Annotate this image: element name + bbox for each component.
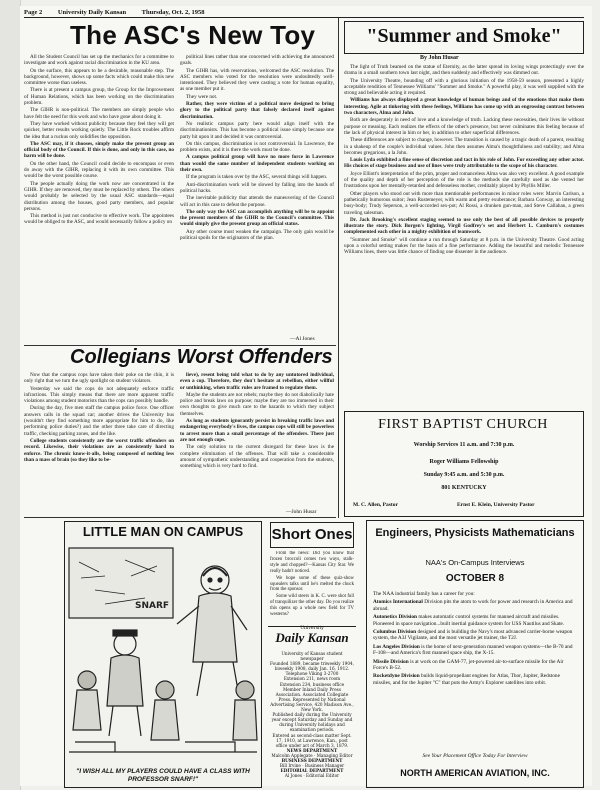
paragraph: The only solution to the current disregard for these laws is the complete elimination of the offenses. That will take a considerable amount of sympathetic understanding and cooperation from the students, something which is very hard to find. <box>180 444 334 470</box>
paragraph: Both are desperately in need of love and a knowledge of truth. Lacking these necessities, their lives lie without purpose or meaning. Each realizes the effects of the other's presence, but never culminates this feeling because of the lack of physical interest in him or her, in addition to other superficial differences. <box>344 117 584 136</box>
summer-smoke-title-box <box>344 21 584 54</box>
paragraph: During the day, five men staff the campus police force. One officer answers calls in the squad car; another drives the University bus (wouldn't they find something more appropriate for him to do, like performing police duties?) and the other three take care of directing traffic, checking parking zones, and the like. <box>24 405 174 437</box>
masthead-line: Extension 234, business office <box>279 681 345 687</box>
paragraph: The people actually doing the work now are concentrated in the GIHR. If they are removed, they must be replaced by others. The others would probably be selected by the usual ASC standards—equal distribution among the houses, good party members, and popular persons. <box>24 180 174 212</box>
paragraph: No realistic campus party here would align itself with the discriminationists. This has become a political issue simply because one party hit upon it and decided it was controversial. <box>180 120 334 140</box>
division-name: Rocketdyne Division <box>373 673 420 680</box>
daily-kansan-masthead <box>268 626 356 787</box>
paragraph: Other players who stood out with more than mentionable performances in minor roles were: Marvin Carlson, a pathetically humorous suitor; Jean Rustemeyer, with warm and pretty exuberance; Barbara Conway, an interesting busy-body; Trudy Seperson, a well-accorded sex-pot; Al Rossi, a drunken gun-man, and Steve Callahan, a green traveling salesman. <box>344 190 584 216</box>
masthead-logo-university: University <box>300 626 324 631</box>
collegians-column-1 <box>24 372 174 516</box>
ad-interview-date: OCTOBER 8 <box>445 573 505 584</box>
paragraph: The inevitable publicity that attends the maneuvering of the Council will act in this case to defeat the purpose. <box>180 195 334 208</box>
cartoon-title: LITTLE MAN ON CAMPUS <box>82 524 244 539</box>
newspaper-page <box>20 6 592 786</box>
paragraph: We hope some of these quiz-show squealers talks until he's melted the chuck from the sponsor. <box>270 575 354 593</box>
masthead-line: University of Kansas student newspaper <box>281 651 343 662</box>
paper-name: University Daily Kansan <box>57 9 127 16</box>
cartoon-drawing <box>65 540 261 772</box>
church-university-pastor: Ernst E. Klein, University Pastor <box>457 502 535 508</box>
asc-signature: —Al Jones <box>290 336 315 342</box>
page-number: Page 2 <box>24 9 43 16</box>
paragraph: They were not. <box>186 93 218 100</box>
paragraph: The GIHR has, with reservations, welcomed the ASC resolution. The ASC members who voted for the resolution were undoubtedly well-intentioned. They believed they were casting a vote for human equality, as one member put it. <box>180 67 334 93</box>
church-address: 801 KENTUCKY <box>441 485 487 491</box>
paragraph: lieve), resent being told what to do by any untutored individual, even a cop. Therefore, they don't hesitate at rebellion, either willful or unthinking, when traffic rules are framed to regulate them. <box>180 372 334 391</box>
division-name: Autonetics Division <box>373 614 417 621</box>
ad-company-name: NORTH AMERICAN AVIATION, INC. <box>400 768 550 778</box>
ad-subheadline: NAA's On-Campus Interviews <box>425 558 525 567</box>
paragraph: The University Theatre, bounding off with a glorious initiation of the 1958-59 season, presented a highly acceptable rendition of Tennessee Williams' "Summer and Smoke." A powerful play, it was well supplied with the strong and believable acting it required. <box>344 77 584 97</box>
little-man-on-campus-cartoon <box>64 521 262 788</box>
collegians-column-2 <box>180 372 334 508</box>
masthead-dept: BUSINESS DEPARTMENT <box>281 757 343 763</box>
paragraph: Williams has always displayed a great knowledge of human beings and of the emotions that make them interesting. Agile at tinkering with these feelings, Williams has come up with an engrossing contrast between two characters, Alma and John. <box>344 97 584 117</box>
division-name: Los Angeles Division <box>373 643 420 650</box>
summer-smoke-body <box>344 64 584 410</box>
collegians-headline: Collegians Worst Offenders <box>70 346 333 368</box>
paragraph: Yesterday we said the cops do not adequately enforce traffic infractions. This simply means that there are more apparent traffic violations among student motorists than the cops can possibly handle. <box>24 385 174 405</box>
ad-headline: Engineers, Physicists Mathematicians <box>375 527 575 539</box>
paragraph: The light of Truth beamed on the statue of Eternity, as the latter spread its loving wings protectingly over the drama in a small southern town last night, and then suddenly and effectively was dimmed out. <box>344 64 584 77</box>
summer-smoke-headline: "Summer and Smoke" <box>366 25 562 47</box>
church-pastor: M. C. Allen, Pastor <box>353 502 398 508</box>
division-name: Columbus Division <box>373 629 417 636</box>
masthead-line: Entered as second-class matter Sept. 17, 1910, at Lawrence, Kan., post office under act of March 3, 1879. <box>272 732 352 748</box>
division-text: builds liquid-propellant engines for Atlas, Thor, Jupiter, Redstone missiles, and for the Jupiter "C" that puts the Army's Explorer satellites into orbit. <box>373 673 560 686</box>
paragraph: On this campus, discrimination is not controversial. In Lawrence, the problem exists, and it is there the work must be done. <box>180 140 334 154</box>
division-text: designed and is building the Navy's most advanced carrier-borne weapon system, the A3J Vigilante, and the most versatile jet trainer, the T2J. <box>373 629 573 642</box>
paragraph: As long as students ignorantly persist in breaking traffic laws and endangering everybody's lives, the campus cops will still be powerless to arrest more than a small percentage of the offenders. There just are not enough cops. <box>180 418 334 443</box>
asc-column-2 <box>180 54 334 334</box>
division-text: is the home of next-generation manned weapon systems—the B-70 and F-108—and America's first manned space ship, the X-15. <box>373 643 573 657</box>
masthead-line: Extension 211, news room <box>283 676 341 682</box>
church-title: FIRST BAPTIST CHURCH <box>378 417 548 432</box>
asc-headline: The ASC's New Toy <box>70 20 316 50</box>
paragraph: They have worked without publicity because they feel they will get quicker, better results working quietly. The Little Rock troubles affirm the idea that a ruckus only solidifies the opposition. <box>24 120 174 140</box>
paragraph: Now that the campus cops have taken their poke on the chin, it is only right that we turn the ugly spotlight on student violators. <box>24 372 174 385</box>
ad-division <box>373 659 577 672</box>
collegians-signature: —John Husar <box>286 509 317 515</box>
ad-intro: The NAA industrial family has a career for you: <box>373 591 475 597</box>
paragraph: Rather, they were victims of a political move designed to bring glory to the political party that falsely declared itself against discrimination. <box>180 101 334 120</box>
ad-division <box>373 629 577 642</box>
paragraph: If the program is taken over by the ASC, several things will happen. <box>186 174 328 181</box>
issue-date: Thursday, Oct. 2, 1958 <box>141 9 205 16</box>
paragraph: A campus political group will have no more force in Lawrence than would the same number of independent students working on their own. <box>180 154 334 174</box>
paragraph: These differences are subject to change, however. The transition is caused by a tragic death of a parent, resulting in a shakeup of the couple's individual values. John then assumes Alma's thoughtfulness and stability; and Alma becomes gregarious, a la John. <box>344 137 584 156</box>
ad-division <box>373 673 577 686</box>
masthead-dept: NEWS DEPARTMENT <box>286 747 338 753</box>
ad-division <box>373 614 577 627</box>
short-ones-title: Short Ones <box>270 522 354 548</box>
paragraph: Anti-discrimination work will be slowed by falling into the hands of political hacks. <box>180 181 334 194</box>
division-name: Missile Division <box>373 658 409 665</box>
masthead-line: Telephone Viking 3-2700 <box>285 671 339 677</box>
paragraph: Some wild steers in K. C. were shot full of tranquilizer the other day. Do you realize this opens up a whole new field for TV westerns? <box>270 594 354 618</box>
masthead-line: Member Inland Daily Press Association. Associated Collegiate Press. Represented by National Advertising Service, 420 Madison Ave., New York. <box>270 686 354 713</box>
ad-placement-note: See Your Placement Office Today For Interview <box>422 753 528 759</box>
short-ones-body <box>270 551 354 625</box>
division-text: makes automatic control systems for manned aircraft and missiles. Pioneered in space navigation...built inertial guidance system for USS Nautilus and Skate. <box>373 614 565 627</box>
paragraph: Louis Lyda exhibited a fine sense of discretion and tact in his role of John. For exceeding any other actor. His choices of stage business and use of lines were truly attributable to the scope of his character. <box>344 157 584 170</box>
binding-gutter <box>0 0 21 790</box>
church-sunday-times: Sunday 9:45 a.m. and 5:30 p.m. <box>423 472 505 478</box>
church-fellowship: Roger Williams Fellowship <box>429 459 499 465</box>
masthead-staff: Malcolm Applegate · Managing Editor <box>271 752 353 758</box>
paragraph: Joyce Elliott's interpretation of the prim, proper and romanceless Alma was also very excellent. A good example of the quality and depth of her perception of the role is the methods she carefully used as she vented her frustrations upon her mentally-retarded and defenseless mother, creditably played by Phyllis Miller. <box>344 170 584 190</box>
header-rule <box>24 17 584 18</box>
masthead-staff: Al Jones · Editorial Editor <box>284 773 340 779</box>
paragraph: This method is just not conducive to effective work. The appointees would be obliged to the ASC, and would necessarily follow a policy on <box>24 213 174 226</box>
asc-column-1 <box>24 54 174 344</box>
north-american-aviation-ad <box>366 520 584 788</box>
summer-smoke-byline: By John Husar <box>420 55 459 61</box>
paragraph: The ASC may, if it chooses, simply make the present group an official body of the Council. If this is done, and only in this case, no harm will be done. <box>24 140 174 160</box>
paragraph: "Summer and Smoke" will continue a run through Saturday at 8 p.m. in the University Theatre. Good acting upon a colorful setting makes for the basis of a fine performance. Adding the beautiful and melodic Tennessee Williams lines, there was little chance of finding one dissenter in the audience. <box>344 236 584 256</box>
division-text: Division pits the atom to work for power and research in America and abroad. <box>373 599 573 612</box>
ad-division <box>373 599 577 612</box>
first-baptist-church-ad <box>344 411 584 517</box>
paragraph: The GIHR is non-political. The members are simply people who have felt the need for this work and who have gone about doing it. <box>24 107 174 120</box>
page-header <box>24 9 584 16</box>
masthead-info <box>270 651 354 778</box>
paragraph: political lines rather than one concerned with achieving the announced goals. <box>180 54 334 67</box>
svg-text:SNARF: SNARF <box>135 601 170 611</box>
paragraph: All the Student Council has set up the mechanics for a committee to investigate and work against racial discrimination in the KU area. <box>24 54 174 67</box>
ad-division <box>373 644 577 657</box>
paragraph: The only way the ASC can accomplish anything will be to appoint the present members of the GIHR to the Council's committee. This would simply give the present group an official status. <box>180 208 334 228</box>
cartoon-caption: "I WISH ALL MY PLAYERS COULD HAVE A CLASS WITH PROFESSOR SNARF!" <box>76 768 250 783</box>
paragraph: Any other course must weaken the campaign. The only gain would be political spoils for the originators of the plan. <box>180 228 334 242</box>
column-rule <box>338 18 339 518</box>
division-name: Atomics International <box>373 599 423 606</box>
paragraph: Maybe the students are not rebels; maybe they do not diabolically hate police and break laws on purpose; maybe they are too immersed in their own thoughts to give much care to the hazards to which they subject themselves. <box>180 391 334 417</box>
church-worship-times: Worship Services 11 a.m. and 7:30 p.m. <box>413 442 515 448</box>
ad-body <box>373 591 577 688</box>
division-text: is at work on the GAM-77, jet-powered air-to-surface missile for the Air Force's B-52. <box>373 658 564 672</box>
paragraph: On the surface, this appears to be a desirable, reasonable step. The background, however, shows up some facts which could make this new committee worse than useless. <box>24 67 174 87</box>
masthead-logo: Daily Kansan <box>275 630 349 645</box>
masthead-line: Published daily during the University year except Saturday and Sunday and during University holidays and examination periods. <box>271 712 353 733</box>
paragraph: College students consistently are the worst traffic offenders on record. Likewise, their violations are as consistently hard to enforce. The chronic know-it-alls, being composed of nothing less than a mass of brain (so they like to be- <box>24 437 174 463</box>
paragraph: Dr. Jack Brooking's excellent staging seemed to use only the best of all possible devices to properly illustrate the story. Dick Borgen's lighting, Virgil Godfrey's set and Herbert L. Camburn's costumes complemented each other in a mighty exhibition of teamwork. <box>344 216 584 236</box>
section-rule <box>24 517 336 518</box>
paragraph: From the news: Did you know that frozen broccoli comes two ways, stalk-style and chopped?—Kansas City Star. We really hadn't noticed. <box>270 551 354 574</box>
masthead-staff: Bill Irvine · Business Manager <box>279 763 345 769</box>
masthead-line: Founded 1889, became triweekly 1904, biweekly 1908, daily Jan. 16, 1912. <box>270 661 354 672</box>
paragraph: There is at present a campus group, the Group for the Improvement of Human Relations, which has been working on the discrimination problem. <box>24 87 174 107</box>
paragraph: On the other hand, the Council could decide to encompass or even do away with the GIHR, replacing it with its own committee. This would be the worst possible course. <box>24 160 174 180</box>
masthead-dept: EDITORIAL DEPARTMENT <box>280 768 344 774</box>
